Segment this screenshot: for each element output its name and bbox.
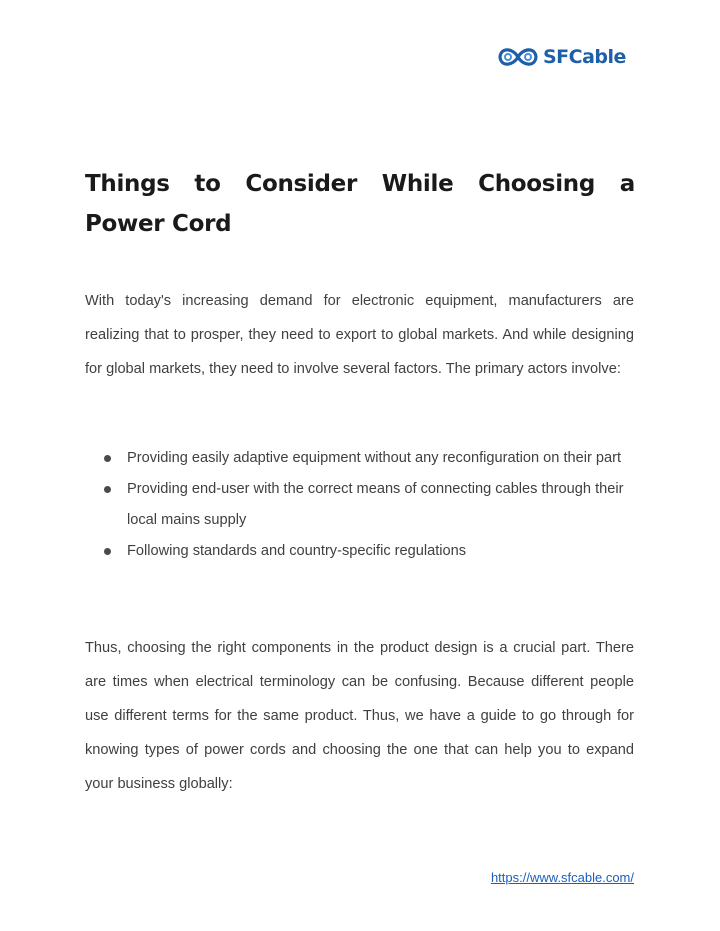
page-title: Things to Consider While Choosing a Power Cord xyxy=(85,171,635,237)
bullet-icon xyxy=(104,486,111,493)
list-item-text: Following standards and country-specific regulations xyxy=(127,543,467,559)
list-item-text: Providing easily adaptive equipment without any reconfiguration on their part xyxy=(127,450,622,466)
logo-text: SFCable xyxy=(543,46,626,68)
brand-logo xyxy=(496,40,626,74)
factors-list xyxy=(104,443,635,567)
list-item xyxy=(104,474,635,536)
footer-website-link[interactable]: https://www.sfcable.com/ xyxy=(490,870,634,885)
bullet-icon xyxy=(104,455,111,462)
conclusion-paragraph: Thus, choosing the right components in the product design is a crucial part. There are times when electrical terminology can be confusing. Because different people use different terms for the same product. Thus, we have a guide to go through for knowing types of power cords and choosing the one that can help you to expand your business globally: xyxy=(85,640,634,792)
bullet-icon xyxy=(104,548,111,555)
list-item xyxy=(104,443,635,474)
list-item-text: Providing end-user with the correct means of connecting cables through their local mains supply xyxy=(127,481,624,528)
infinity-link-icon xyxy=(496,42,540,72)
list-item xyxy=(104,536,635,567)
intro-paragraph: With today's increasing demand for electronic equipment, manufacturers are realizing that to prosper, they need to export to global markets. And while designing for global markets, they need to involve several factors. The primary actors involve: xyxy=(85,293,634,377)
